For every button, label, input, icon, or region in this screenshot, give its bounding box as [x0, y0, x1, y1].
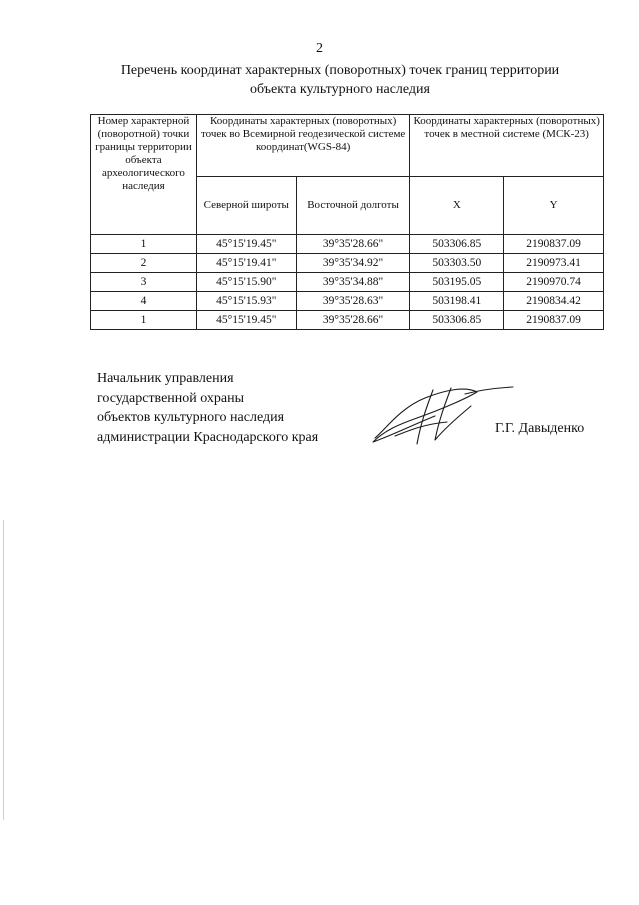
document-title	[80, 61, 600, 99]
cell-point-number: 4	[91, 292, 197, 311]
cell-x: 503198.41	[410, 292, 504, 311]
header-local-system-group: Координаты характерных (поворотных) точек в местной системе (МСК-23)	[410, 115, 604, 177]
table-row	[91, 292, 604, 311]
page-number: 2	[316, 41, 323, 56]
cell-x: 503303.50	[410, 254, 504, 273]
cell-point-number: 1	[91, 235, 197, 254]
header-wgs84-group: Координаты характерных (поворотных) точек во Всемирной геодезической системе координат(WGS-84)	[196, 115, 410, 177]
document-title-line-1: Перечень координат характерных (поворотных) точек границ территории	[120, 63, 560, 78]
cell-y: 2190837.09	[504, 235, 604, 254]
signatory-title-line-3: объектов культурного наследия	[97, 410, 285, 425]
cell-latitude: 45°15'15.93"	[196, 292, 296, 311]
table-row	[91, 235, 604, 254]
cell-point-number: 1	[91, 311, 197, 330]
handwritten-signature	[355, 378, 515, 453]
signatory-title	[97, 369, 318, 447]
cell-longitude: 39°35'34.88"	[296, 273, 410, 292]
cell-y: 2190970.74	[504, 273, 604, 292]
header-longitude: Восточной долготы	[296, 177, 410, 235]
header-latitude: Северной широты	[196, 177, 296, 235]
signatory-title-line-2: государственной охраны	[97, 390, 245, 406]
cell-y: 2190973.41	[504, 254, 604, 273]
cell-longitude: 39°35'28.66"	[296, 235, 410, 254]
signatory-title-line-4: администрации Краснодарского края	[97, 429, 319, 445]
cell-longitude: 39°35'28.63"	[296, 292, 410, 311]
cell-point-number: 2	[91, 254, 197, 273]
header-point-number: Номер характерной (поворотной) точки границы территории объекта археологического наследия	[91, 115, 197, 235]
cell-latitude: 45°15'15.90"	[196, 273, 296, 292]
cell-longitude: 39°35'28.66"	[296, 311, 410, 330]
table-row	[91, 311, 604, 330]
cell-x: 503195.05	[410, 273, 504, 292]
coordinates-table	[90, 114, 604, 330]
scan-margin-line	[3, 520, 4, 820]
signatory-title-line-1: Начальник управления	[97, 371, 234, 386]
table-row	[91, 254, 604, 273]
cell-point-number: 3	[91, 273, 197, 292]
header-y: Y	[504, 177, 604, 235]
cell-longitude: 39°35'34.92"	[296, 254, 410, 273]
header-x: X	[410, 177, 504, 235]
cell-latitude: 45°15'19.45"	[196, 311, 296, 330]
signatory-name: Г.Г. Давыденко	[495, 421, 585, 436]
document-title-line-2: объекта культурного наследия	[250, 82, 430, 97]
table-row	[91, 273, 604, 292]
cell-latitude: 45°15'19.45"	[196, 235, 296, 254]
cell-y: 2190837.09	[504, 311, 604, 330]
cell-x: 503306.85	[410, 311, 504, 330]
cell-y: 2190834.42	[504, 292, 604, 311]
cell-latitude: 45°15'19.41"	[196, 254, 296, 273]
cell-x: 503306.85	[410, 235, 504, 254]
